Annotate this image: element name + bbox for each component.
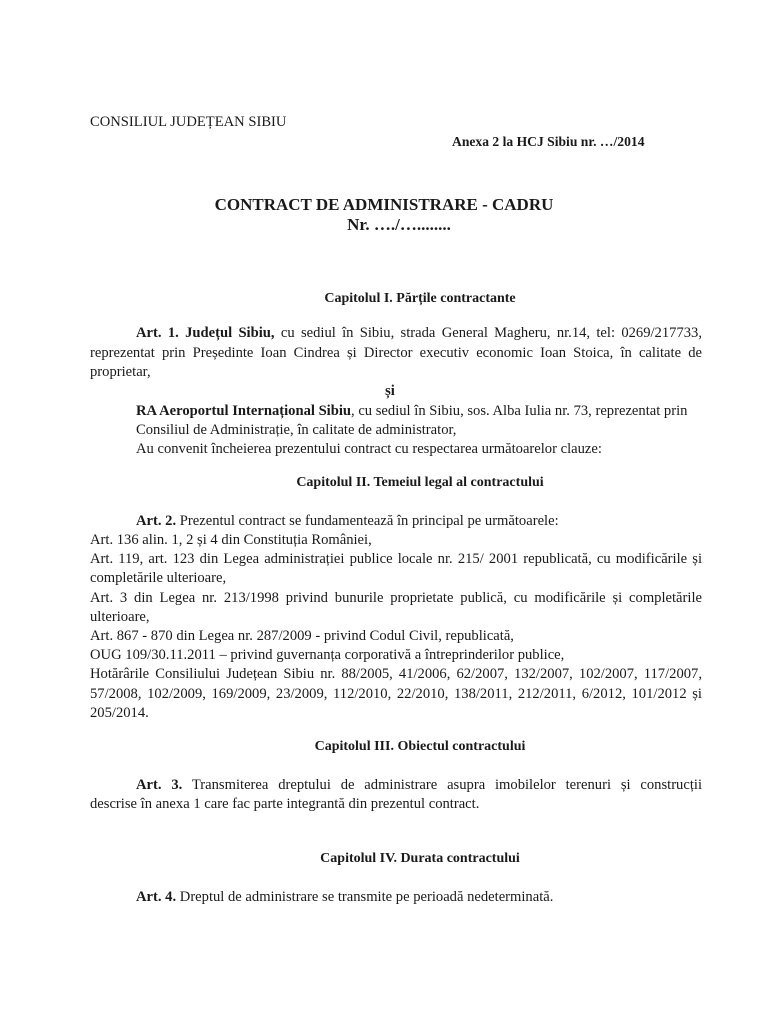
party-2-line-2: Consiliul de Administrație, în calitate de administrator, [136, 422, 457, 438]
legal-basis-line-10: 205/2014. [90, 705, 149, 721]
legal-basis-line-3: completările ulterioare, [90, 570, 227, 586]
art-3-label: Art. 3. [136, 777, 183, 793]
art-2-label: Art. 2. [136, 513, 177, 529]
art-1-line-3: proprietar, [90, 364, 151, 380]
legal-basis-line-7: OUG 109/30.11.2011 – privind guvernanța corporativă a întreprinderilor publice, [90, 647, 565, 663]
legal-basis-line-8: Hotărârile Consiliului Județean Sibiu nr. 88/2005, 41/2006, 62/2007, 132/2007, 102/2007, 117/2007, [90, 666, 702, 682]
contract-title: CONTRACT DE ADMINISTRARE - CADRU [214, 195, 554, 214]
art-2-intro: Prezentul contract se fundamentează în principal pe următoarele: [179, 513, 559, 529]
art-1-label: Art. 1. [136, 325, 179, 341]
chapter-4-heading: Capitolul IV. Durata contractului [320, 851, 520, 866]
legal-basis-line-4: Art. 3 din Legea nr. 213/1998 privind bunurile proprietate publică, cu modificările și completările [90, 590, 702, 606]
legal-basis-line-6: Art. 867 - 870 din Legea nr. 287/2009 - privind Codul Civil, republicată, [90, 628, 514, 644]
chapter-3-heading: Capitolul III. Obiectul contractului [314, 739, 526, 754]
legal-basis-line-9: 57/2008, 102/2009, 169/2009, 23/2009, 112/2010, 22/2010, 138/2011, 212/2011, 6/2012, 101/2012 și [90, 686, 702, 702]
agreement-line: Au convenit încheierea prezentului contract cu respectarea următoarelor clauze: [136, 441, 602, 457]
legal-basis-line-2: Art. 119, art. 123 din Legea administrației publice locale nr. 215/ 2001 republicată, cu modificările și [90, 551, 702, 567]
art-4-line [136, 888, 553, 906]
art-3-line-1 [90, 776, 702, 794]
contract-number: Nr. …./…........ [347, 215, 451, 234]
art-4-label: Art. 4. [136, 889, 177, 905]
art-2-intro-line [136, 512, 559, 530]
party-1-name: Județul Sibiu, [185, 325, 275, 341]
party-2-line-1-text: , cu sediul în Sibiu, sos. Alba Iulia nr. 73, reprezentat prin [351, 403, 688, 419]
art-3-line-1-text: Transmiterea dreptului de administrare asupra imobilelor terenuri și construcții [191, 777, 702, 793]
chapter-2-heading: Capitolul II. Temeiul legal al contractului [296, 475, 544, 490]
legal-basis-line-5: ulterioare, [90, 609, 150, 625]
party-2-name: RA Aeroportul Internațional Sibiu [136, 403, 352, 419]
art-4-text: Dreptul de administrare se transmite pe perioadă nedeterminată. [179, 889, 554, 905]
art-1-line-1-text: cu sediul în Sibiu, strada General Magheru, nr.14, tel: 0269/217733, [280, 325, 702, 341]
annex-reference: Anexa 2 la HCJ Sibiu nr. …/2014 [452, 134, 645, 149]
chapter-1-heading: Capitolul I. Părțile contractante [324, 291, 516, 306]
party-2-line-1 [136, 402, 687, 420]
issuer-heading: CONSILIUL JUDEȚEAN SIBIU [90, 114, 287, 130]
art-3-line-2: descrise în anexa 1 care fac parte integrantă din prezentul contract. [90, 796, 480, 812]
legal-basis-line-1: Art. 136 alin. 1, 2 și 4 din Constituția României, [90, 532, 372, 548]
art-1-line-2: reprezentat prin Președinte Ioan Cindrea și Director executiv economic Ioan Stoica, în calitate de [90, 345, 702, 361]
art-1-line-1 [90, 324, 702, 342]
conjunction-si: și [385, 383, 395, 399]
